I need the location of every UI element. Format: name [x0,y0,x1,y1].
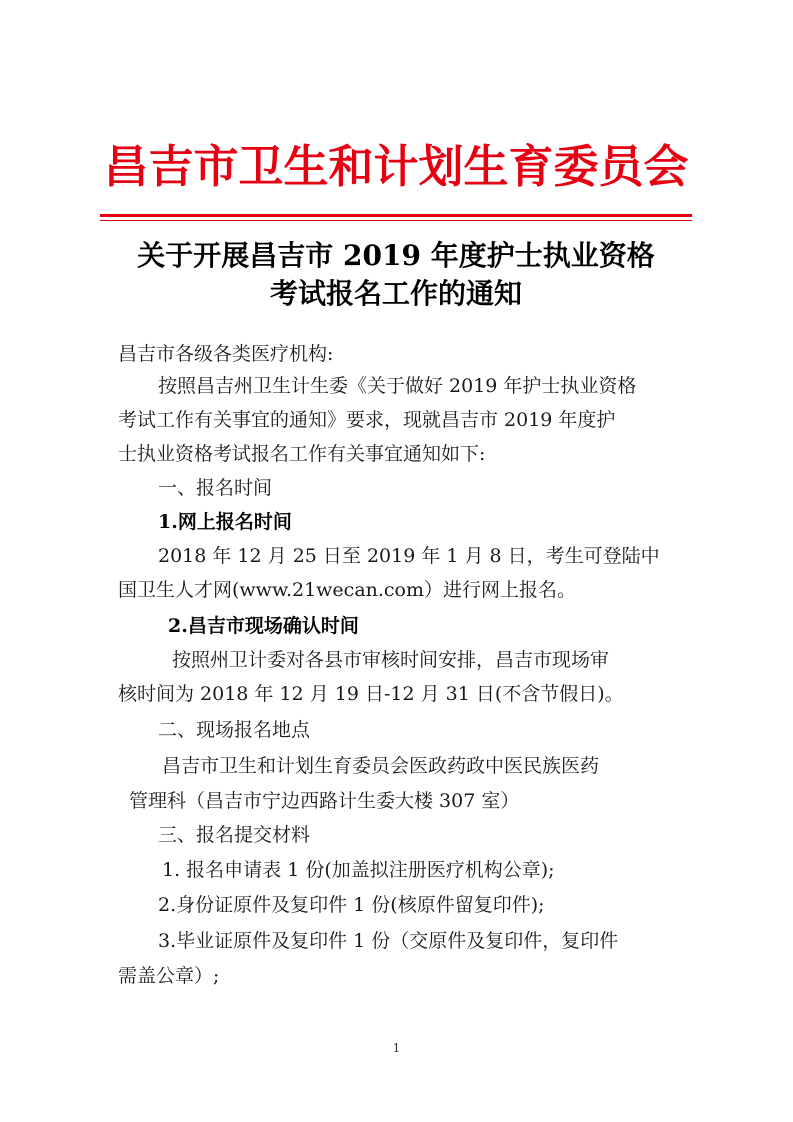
list-item: 1. 报名申请表 1 份(加盖拟注册医疗机构公章); [162,859,555,881]
paragraph-line: 2018 年 12 月 25 日至 2019 年 1 月 8 日，考生可登陆中 [158,545,660,567]
paragraph-line: 按照州卫计委对各县市审核时间安排，昌吉市现场审 [172,649,610,671]
notice-title-line1: 关于开展昌吉市 2019 年度护士执业资格 [137,239,655,272]
notice-title-line2: 考试报名工作的通知 [269,277,522,310]
paragraph-line: 国卫生人才网(www.21wecan.com）进行网上报名。 [118,579,577,601]
paragraph-line: 核时间为 2018 年 12 月 19 日-12 月 31 日(不含节假日)。 [118,683,624,705]
paragraph-line: 考试工作有关事宜的通知》要求，现就昌吉市 2019 年度护 [118,409,616,431]
subsection-heading: 2.昌吉市现场确认时间 [168,615,359,637]
paragraph-line: 昌吉市卫生和计划生育委员会医政药政中医民族医药 [162,755,600,777]
list-item: 3.毕业证原件及复印件 1 份（交原件及复印件，复印件 [158,930,619,952]
list-item: 2.身份证原件及复印件 1 份(核原件留复印件); [158,894,545,916]
section-heading: 一、报名时间 [158,477,273,499]
paragraph-line: 士执业资格考试报名工作有关事宜通知如下: [118,443,486,465]
letterhead-rule-thin [100,220,692,221]
section-heading: 二、现场报名地点 [158,719,311,741]
subsection-heading: 1.网上报名时间 [158,511,292,533]
letterhead-rule-thick [100,214,692,217]
paragraph-line: 按照昌吉州卫生计生委《关于做好 2019 年护士执业资格 [158,375,637,397]
salutation: 昌吉市各级各类医疗机构: [118,343,334,365]
page-number: 1 [392,1041,401,1055]
section-heading: 三、报名提交材料 [158,824,311,846]
letterhead-title: 昌吉市卫生和计划生育委员会 [103,140,689,193]
list-item: 需盖公章）; [118,965,220,987]
paragraph-line: 管理科（昌吉市宁边西路计生委大楼 307 室） [129,790,520,812]
